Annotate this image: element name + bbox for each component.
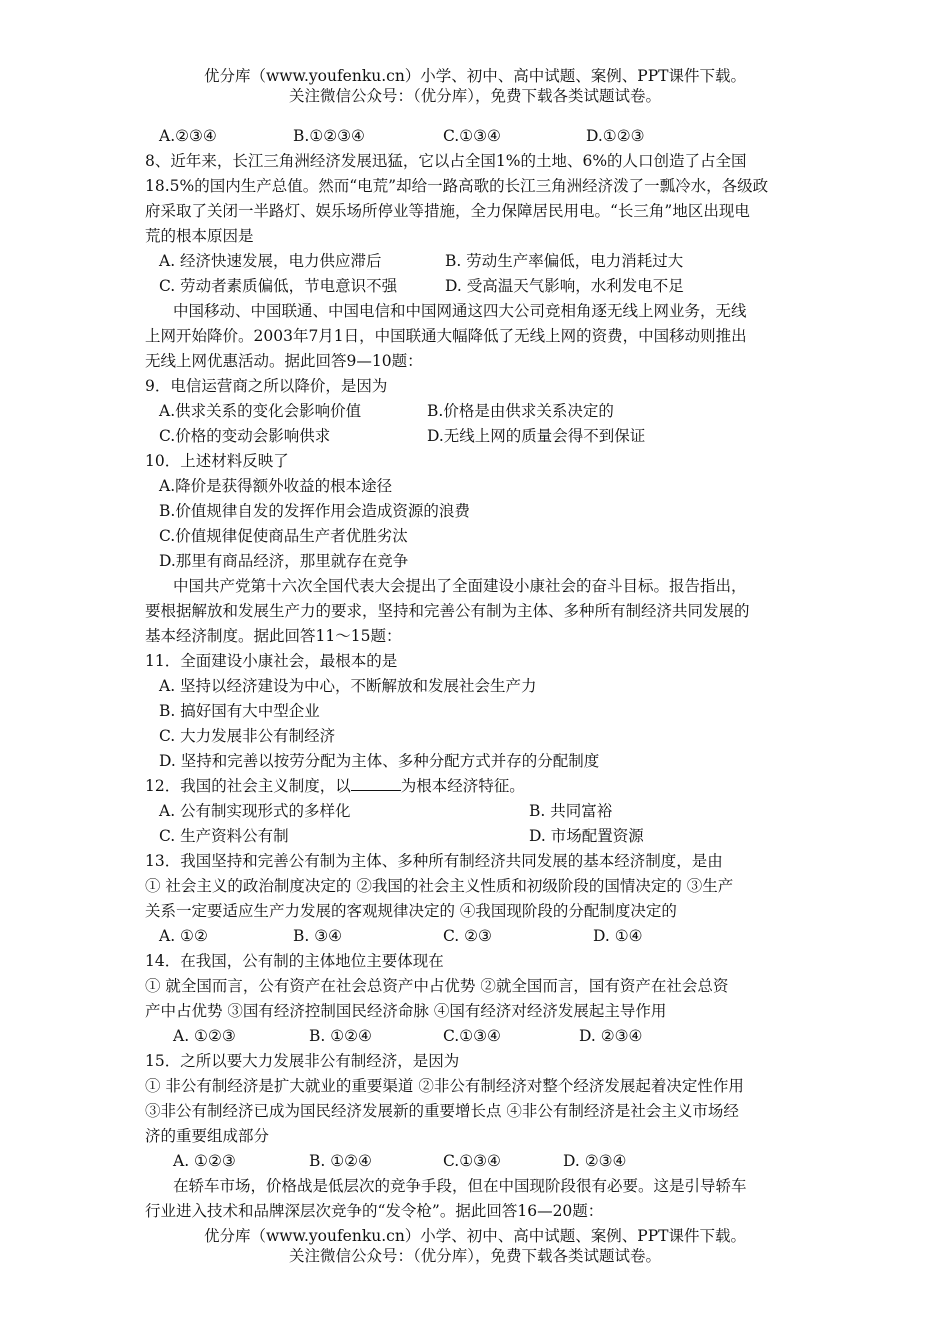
- q13-option-a: A. ①②: [159, 927, 208, 945]
- material-2: [145, 574, 815, 649]
- q15-line: 济的重要组成部分: [145, 1127, 270, 1145]
- q12-option-b: B. 共同富裕: [529, 802, 613, 820]
- q15-option-a: A. ①②③: [173, 1152, 236, 1170]
- q8-option-a: A. 经济快速发展，电力供应滞后: [159, 252, 382, 270]
- q12-option-d: D. 市场配置资源: [529, 827, 644, 845]
- q8-option-c: C. 劳动者素质偏低，节电意识不强: [159, 277, 398, 295]
- question-12: [145, 774, 815, 849]
- footer-line-1: 优分库（www.youfenku.cn）小学、初中、高中试题、案例、PPT课件下载。: [203, 1227, 747, 1245]
- q7-option-c: C.①③④: [443, 127, 501, 145]
- material-line: 行业进入技术和品牌深层次竞争的“发令枪”。据此回答16—20题：: [145, 1202, 604, 1220]
- q11-option-b: B. 搞好国有大中型企业: [159, 702, 320, 720]
- material-line: 在轿车市场，价格战是低层次的竞争手段，但在中国现阶段很有必要。这是引导轿车: [173, 1177, 747, 1195]
- q8-line: 8、近年来，长江三角洲经济发展迅猛，它以占全国1%的土地、6%的人口创造了占全国: [145, 152, 747, 170]
- q11-stem: 11．全面建设小康社会，最根本的是: [145, 652, 398, 670]
- q12-stem-pre: 12．我国的社会主义制度，以: [145, 777, 351, 795]
- q9-option-a: A.供求关系的变化会影响价值: [159, 402, 362, 420]
- page-footer: [0, 1226, 950, 1266]
- q13-option-c: C. ②③: [443, 927, 492, 945]
- q14-line: 14．在我国，公有制的主体地位主要体现在: [145, 952, 444, 970]
- question-8: [145, 149, 815, 299]
- q14-line: 产中占优势 ③国有经济控制国民经济命脉 ④国有经济对经济发展起主导作用: [145, 1002, 667, 1020]
- q11-option-d: D. 坚持和完善以按劳分配为主体、多种分配方式并存的分配制度: [159, 752, 600, 770]
- q14-option-d: D. ②③④: [579, 1027, 643, 1045]
- q8-option-d: D. 受高温天气影响，水利发电不足: [445, 277, 684, 295]
- q7-option-d: D.①②③: [586, 127, 645, 145]
- q15-option-b: B. ①②④: [309, 1152, 372, 1170]
- material-line: 无线上网优惠活动。据此回答9—10题：: [145, 352, 423, 370]
- q10-option-d: D.那里有商品经济，那里就存在竞争: [159, 552, 409, 570]
- q13-option-b: B. ③④: [293, 927, 343, 945]
- material-3: [145, 1174, 815, 1224]
- q10-stem: 10．上述材料反映了: [145, 452, 289, 470]
- q9-option-d: D.无线上网的质量会得不到保证: [427, 427, 646, 445]
- q8-line: 荒的根本原因是: [145, 227, 254, 245]
- question-11: [145, 649, 815, 774]
- q14-option-a: A. ①②③: [173, 1027, 236, 1045]
- material-line: 中国移动、中国联通、中国电信和中国网通这四大公司竞相角逐无线上网业务，无线: [173, 302, 747, 320]
- q7-option-b: B.①②③④: [293, 127, 365, 145]
- page-header: [0, 66, 950, 106]
- q15-line: 15．之所以要大力发展非公有制经济，是因为: [145, 1052, 460, 1070]
- q10-option-b: B.价值规律自发的发挥作用会造成资源的浪费: [159, 502, 470, 520]
- q12-option-a: A. 公有制实现形式的多样化: [159, 802, 351, 820]
- q12-stem-post: 为根本经济特征。: [400, 777, 525, 795]
- question-14: [145, 949, 815, 1049]
- q14-option-c: C.①③④: [443, 1027, 501, 1045]
- q13-option-d: D. ①④: [593, 927, 643, 945]
- q9-stem: 9．电信运营商之所以降价，是因为: [145, 377, 388, 395]
- q7-options: [145, 124, 815, 149]
- question-15: [145, 1049, 815, 1174]
- q8-line: 府采取了关闭一半路灯、娱乐场所停业等措施，全力保障居民用电。“长三角”地区出现电: [145, 202, 750, 220]
- q14-line: ① 就全国而言，公有资产在社会总资产中占优势 ②就全国而言，国有资产在社会总资: [145, 977, 729, 995]
- question-10: [145, 449, 815, 574]
- q11-option-a: A. 坚持以经济建设为中心，不断解放和发展社会生产力: [159, 677, 537, 695]
- q15-option-d: D. ②③④: [563, 1152, 627, 1170]
- q15-line: ① 非公有制经济是扩大就业的重要渠道 ②非公有制经济对整个经济发展起着决定性作用: [145, 1077, 744, 1095]
- q12-stem: [145, 774, 815, 799]
- q15-option-c: C.①③④: [443, 1152, 501, 1170]
- q9-option-b: B.价格是由供求关系决定的: [427, 402, 614, 420]
- material-line: 基本经济制度。据此回答11～15题：: [145, 627, 402, 645]
- question-9: [145, 374, 815, 449]
- q8-line: 18.5%的国内生产总值。然而“电荒”却给一路高歌的长江三角洲经济泼了一瓢冷水，各级政: [145, 177, 769, 195]
- header-line-1: 优分库（www.youfenku.cn）小学、初中、高中试题、案例、PPT课件下载。: [203, 67, 747, 85]
- q13-line: ① 社会主义的政治制度决定的 ②我国的社会主义性质和初级阶段的国情决定的 ③生产: [145, 877, 734, 895]
- q13-line: 13．我国坚持和完善公有制为主体、多种所有制经济共同发展的基本经济制度，是由: [145, 852, 723, 870]
- exam-content: [145, 124, 815, 1224]
- q12-option-c: C. 生产资料公有制: [159, 827, 289, 845]
- q13-line: 关系一定要适应生产力发展的客观规律决定的 ④我国现阶段的分配制度决定的: [145, 902, 677, 920]
- q10-option-a: A.降价是获得额外收益的根本途径: [159, 477, 393, 495]
- q14-option-b: B. ①②④: [309, 1027, 372, 1045]
- question-13: [145, 849, 815, 949]
- q11-option-c: C. 大力发展非公有制经济: [159, 727, 336, 745]
- q9-option-c: C.价格的变动会影响供求: [159, 427, 331, 445]
- material-1: [145, 299, 815, 374]
- footer-line-2: 关注微信公众号：（优分库），免费下载各类试题试卷。: [288, 1247, 661, 1265]
- material-line: 中国共产党第十六次全国代表大会提出了全面建设小康社会的奋斗目标。报告指出，: [173, 577, 747, 595]
- material-line: 上网开始降价。2003年7月1日，中国联通大幅降低了无线上网的资费，中国移动则推出: [145, 327, 747, 345]
- q7-option-a: A.②③④: [159, 127, 217, 145]
- material-line: 要根据解放和发展生产力的要求，坚持和完善公有制为主体、多种所有制经济共同发展的: [145, 602, 750, 620]
- q15-line: ③非公有制经济已成为国民经济发展新的重要增长点 ④非公有制经济是社会主义市场经: [145, 1102, 739, 1120]
- header-line-2: 关注微信公众号：（优分库），免费下载各类试题试卷。: [288, 87, 661, 105]
- q8-option-b: B. 劳动生产率偏低，电力消耗过大: [445, 252, 684, 270]
- q10-option-c: C.价值规律促使商品生产者优胜劣汰: [159, 527, 408, 545]
- answer-blank: [351, 774, 401, 791]
